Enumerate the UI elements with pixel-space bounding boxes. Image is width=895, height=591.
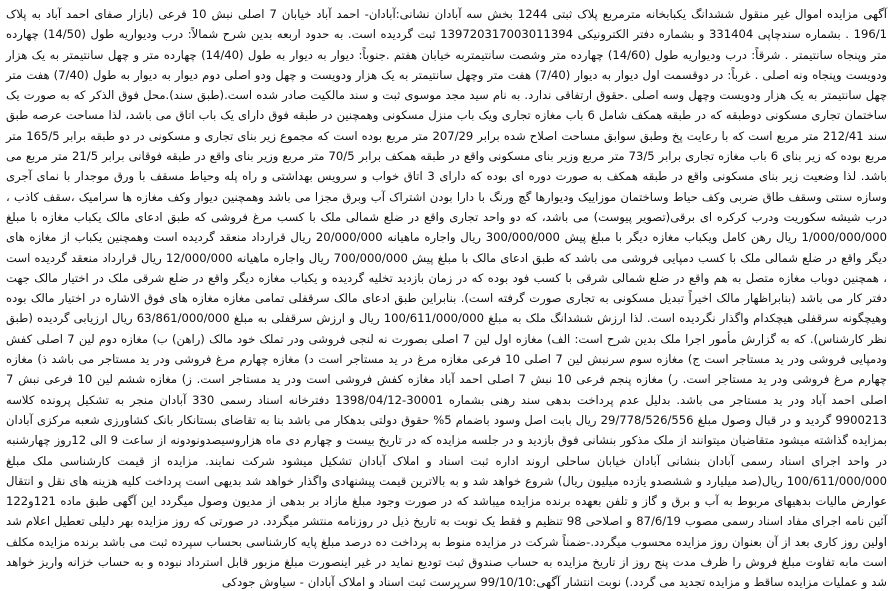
auction-notice-text: آگهی مزایده اموال غیر منقول ششدانگ یکبابخانه مترمربع پلاک ثبتی 1244 بخش سه آبادان نشانی:آبادان- احمد آباد خیابان 7 اصلی نبش 10 فرعی (بازار صفای احمد آباد به پلاک 196/1 . بشماره سندچاپی 331404 و بشماره دفتر الکترونیکی 139720317003011394 ثبت گردیده است. به حدود اربعه بدین شرح شمالاً: درب ودیواریه طول (14/50) چهارده متر وپنجاه سانتیمتر . شرقاً: درب ودیواریه طول (14/60) چهارده متر وشصت سانتیمتربه خیابان هفتم .جنوباً: دیوار به دیوار به طول (14/40) چهارده متر و چهل سانتیمتر به یک هزار ودویست وپنجاه ونه اصلی . غرباً: در دوقسمت اول دیوار به دیوار (7/40) هفت متر وچهل سانتیمتر به یک هزار ودویست و چهل ودو اصلی دوم دیوار به دیوار به طول (7/40) هفت متر چهل سانتیمتر به یک هزار ودویست وچهل وسه اصلی .حقوق ارتفاقی ندارد. به نام سید مجد موسوی ثبت و سند مالکیت صادر شده است.(طبق سند).محل فوق الذکر که به صورت یک ساختمان تجاری مسکونی دوطبقه که در طبقه همکف شامل 6 باب مغازه تجاری ویک باب منزل مسکونی وهمچنین در طبقه فوق دارای یک باب اتاق می باشد، لذا مساحت عرصه طبق سند 212/41 متر مربع است که با رعایت پخ وطبق سوابق مساحت اصلاح شده برابر 207/29 متر مربع بوده است که مجموع زیر بنای تجاری و مسکونی در دو طبقه برابر 165/5 متر مربع بوده که زیر بنای 6 باب مغازه تجاری برابر 73/5 متر مربع وزیر بنای مسکونی واقع در طبقه همکف برابر 70/5 متر مربع وزیر بنای واقع در طبقه فوقانی برابر 21/5 متر مربع می باشد. لذا وضعیت زیر بنای مسکونی واقع در طبقه همکف به صورت دوره ای بوده که دارای 3 اتاق خواب و سرویس بهداشتی و راه پله وحیاط مسقف با ورق موجدار با نمای آجری وسازه سنتی وسقف طاق ضربی وکف حیاط وساختمان موزاییک ودیوارها گچ ورنگ با دارا بودن اشتراک آب وبرق مجزا می باشد وهمچنین دیوار وکف مغازه ها سرامیک ،سقف کاذب ، درب شیشه سکوریت ودرب کرکره ای برقی(تصویر پیوست) می باشد، که دو واحد تجاری واقع در ضلع شمالی ملک با کسب مرغ فروشی که طبق ادعای مالک یکباب مغازه با مبلغ 1/000/000/000 ریال رهن کامل ویکباب مغازه دیگر با مبلغ پیش 300/000/000 ریال واجاره ماهیانه 20/000/000 ریال قرارداد منعقد گردیده است وهمچنین یکباب از مغازه های دیگر واقع در ضلع شمالی ملک با کسب دمپایی فروشی می باشد که طبق ادعای مالک با مبلغ پیش 700/000/000 ریال واجاره ماهیانه 12/000/000 ریال قرارداد منعقد گردیده است ، همچنین دوباب مغازه متصل به هم واقع در ضلع شمالی شرقی با کسب فود بوده که در زمان بازدید تخلیه گردیده و یکباب مغازه دیگر واقع در ضلع شرقی ملک در اختیار مالک جهت دفتر کار می باشد (بنابراظهار مالک اخیراً تبدیل مسکونی به تجاری صورت گرفته است). بنابراین طبق ادعای مالک سرقفلی تمامی مغازه مغازه های فوق الاشاره در اختیار مالک بوده وهیچگونه سرقفلی هیچکدام واگذار نگردیده است. لذا ارزش ششدانگ ملک به مبلغ 100/611/000/000 ریال و ارزش سرقفلی به مبلغ 63/861/000/000 ریال ارزیابی گردیده (طبق نظر کارشناس). که به گزارش مأمور اجرا ملک بدین شرح است: الف) مغازه اول لین 7 اصلی بصورت نه لنجی فروشی ودر تملک خود مالک (راهن) ب) مغازه دوم لین 7 اصلی کفش ودمپایی فروشی ودر ید مستاجر است ج) مغازه سوم سرنبش لین 7 اصلی 10 فرعی مغازه مرغ در ید مستاجر است د) مغازه چهارم مرغ فروشی ودر ید مستاجر می باشد ذ) مغازه چهارم مرغ فروشی ودر ید مستاجر است. ر) مغازه پنجم فرعی 10 نبش 7 اصلی احمد آباد مغازه کفش فروشی است ودر ید مستاجر است. ز) مغازه ششم لین 10 فرعی نبش 7 اصلی احمد آباد ودر ید مستاجر می باشد. بدلیل عدم پرداخت بدهی سند رهنی بشماره 30001-1398/04/12 دفترخانه اسناد رسمی 330 آبادان منجر به تشکیل پرونده کلاسه 9900213 گردید و در قبال وصول مبلغ 29/778/526/556 ریال بابت اصل وسود باضمام 5% حقوق دولتی بدهکار می باشد بنا به تقاضای بستانکار بانک کشاورزی شعبه مرکزی آبادان بمزایده گذاشته میشود متقاضیان میتوانند از ملک مذکور بنشانی فوق بازدید و در جلسه مزایده که در تاریخ بیست و چهارم دی ماه هزاروسیصدونودونه از ساعت 9 الی 12روز چهارشنبه در واحد اجرای اسناد رسمی آبادان بنشانی آبادان خیابان ساحلی اروند اداره ثبت اسناد و املاک آبادان تشکیل میشود شرکت نمایند. مزایده از قیمت کارشناسی ملک مبلغ 100/611/000/000 ریال(صد میلیارد و ششصدو یازده میلیون ریال) شروع خواهد شد و به بالاترین قیمت پیشنهادی واگذار خواهد شد بدیهی است پرداخت کلیه هزینه های نقل و انتقال عوارض مالیات بدهیهای مربوط به آب و برق و گاز و تلفن بعهده برنده مزایده میباشد که در صورت وجود مبلغ مازاد بر بدهی از مدیون وصول میگردد این آگهی طبق ماده 121و122 آئین نامه اجرای مفاد اسناد رسمی مصوب 87/6/19 و اصلاحی 98 تنظیم و فقط یک نوبت به تاریخ ذیل در روزنامه منتشر میگردد. در صورتی که روز مزایده بهر دلیلی تعطیل اعلام شد اولین روز کاری بعد از آن بعنوان روز مزایده محسوب میگردد.-ضمناً شرکت در مزایده منوط به پرداخت ده درصد مبلغ پایه کارشناسی بحساب سپرده ثبت می باشد برنده مزایده مکلف است مابه تفاوت مبلغ فروش را ظرف مدت پنج روز از تاریخ مزایده به حساب صندوق ثبت تودیع نماید در غیر اینصورت مبلغ مزبور قابل استرداد نبوده و به حساب خزانه واریز خواهد شد و عملیات مزایده ساقط و مزایده تجدید می گردد.) نوبت انتشار آگهی:99/10/10 سرپرست ثبت اسناد و املاک آبادان - سیاوش جودکی (6, 7, 888, 590)
